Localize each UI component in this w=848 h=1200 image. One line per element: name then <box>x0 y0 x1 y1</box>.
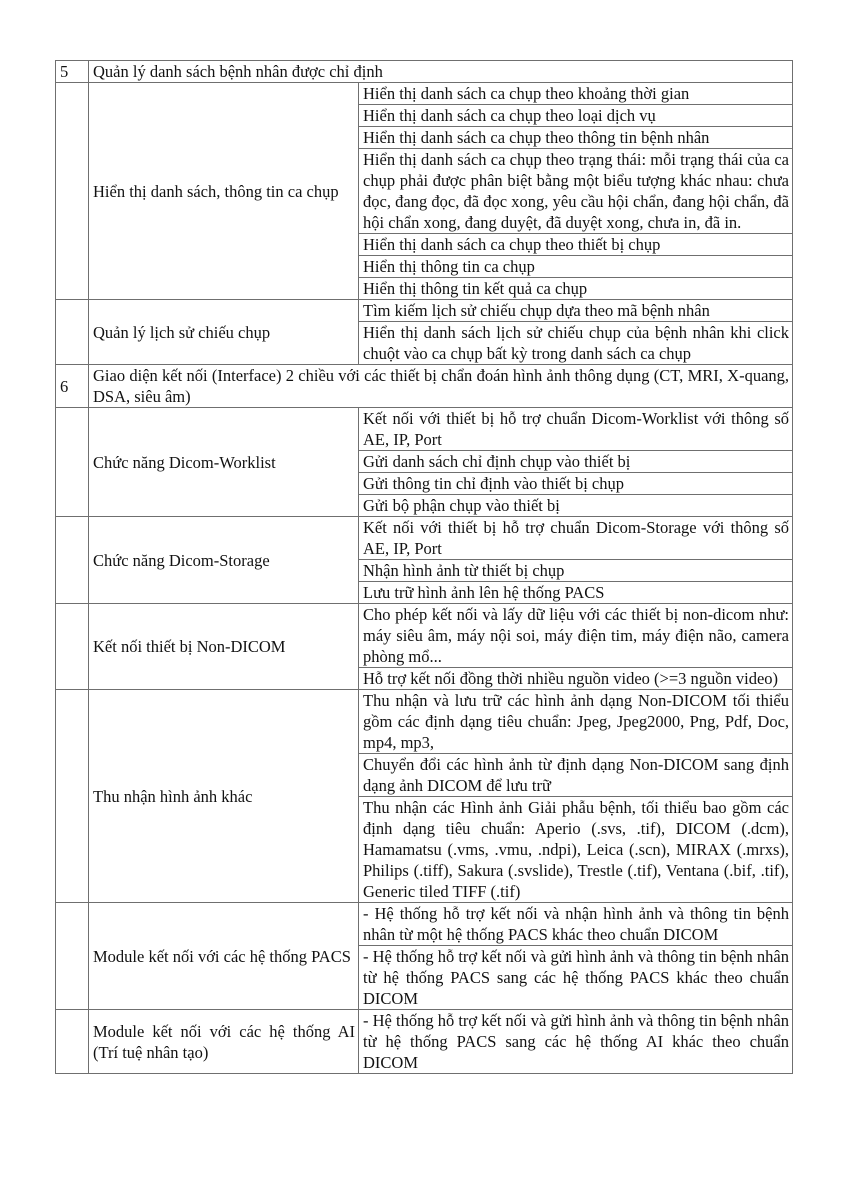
requirement-cell: Gửi danh sách chỉ định chụp vào thiết bị <box>359 451 793 473</box>
requirement-cell: - Hệ thống hỗ trợ kết nối và gửi hình ảnh và thông tin bệnh nhân từ hệ thống PACS sang các hệ thống AI khác theo chuẩn DICOM <box>359 1010 793 1074</box>
requirement-cell: Lưu trữ hình ảnh lên hệ thống PACS <box>359 582 793 604</box>
requirement-row <box>56 83 793 105</box>
requirement-cell: Hiển thị thông tin ca chụp <box>359 256 793 278</box>
category-cell: Thu nhận hình ảnh khác <box>89 690 359 903</box>
category-cell: Chức năng Dicom-Storage <box>89 517 359 604</box>
requirement-cell: - Hệ thống hỗ trợ kết nối và gửi hình ảnh và thông tin bệnh nhân từ hệ thống PACS sang các hệ thống PACS khác theo chuẩn DICOM <box>359 946 793 1010</box>
requirement-row <box>56 690 793 754</box>
row-number-cell <box>56 83 89 300</box>
section-row <box>56 365 793 408</box>
requirement-cell: Tìm kiếm lịch sử chiếu chụp dựa theo mã bệnh nhân <box>359 300 793 322</box>
requirement-cell: Kết nối với thiết bị hỗ trợ chuẩn Dicom-Worklist với thông số AE, IP, Port <box>359 408 793 451</box>
requirements-table-body <box>56 61 793 1074</box>
requirement-cell: Gửi bộ phận chụp vào thiết bị <box>359 495 793 517</box>
requirement-cell: Hiển thị danh sách ca chụp theo trạng thái: mỗi trạng thái của ca chụp phải được phân biệt bằng một biểu tượng khác nhau: chưa đọc, đang đọc, đã đọc xong, yêu cầu hội chẩn, đang hội chẩn, đã hội chẩn xong, đang duyệt, đã duyệt xong, chưa in, đã in. <box>359 149 793 234</box>
category-cell: Quản lý lịch sử chiếu chụp <box>89 300 359 365</box>
requirement-cell: Hiển thị danh sách lịch sử chiếu chụp của bệnh nhân khi click chuột vào ca chụp bất kỳ trong danh sách ca chụp <box>359 322 793 365</box>
requirement-cell: Hiển thị danh sách ca chụp theo khoảng thời gian <box>359 83 793 105</box>
requirements-table <box>55 60 793 1074</box>
requirement-cell: Thu nhận và lưu trữ các hình ảnh dạng Non-DICOM tối thiểu gồm các định dạng tiêu chuẩn: Jpeg, Jpeg2000, Png, Pdf, Doc, mp4, mp3, <box>359 690 793 754</box>
category-cell: Chức năng Dicom-Worklist <box>89 408 359 517</box>
requirement-cell: Thu nhận các Hình ảnh Giải phẫu bệnh, tối thiểu bao gồm các định dạng tiêu chuẩn: Aperio (.svs, .tif), DICOM (.dcm), Hamamatsu (.vms, .vmu, .ndpi), Leica (.scn), MIRAX (.mrxs), Philips (.tiff), Sakura (.svslide), Trestle (.tif), Ventana (.bif, .tif), Generic tiled TIFF (.tif) <box>359 797 793 903</box>
requirement-cell: Hiển thị danh sách ca chụp theo thiết bị chụp <box>359 234 793 256</box>
row-number-cell <box>56 300 89 365</box>
requirement-cell: Hỗ trợ kết nối đồng thời nhiều nguồn video (>=3 nguồn video) <box>359 668 793 690</box>
category-cell: Kết nối thiết bị Non-DICOM <box>89 604 359 690</box>
requirement-cell: Gửi thông tin chỉ định vào thiết bị chụp <box>359 473 793 495</box>
row-number-cell: 5 <box>56 61 89 83</box>
requirement-row <box>56 903 793 946</box>
section-title-cell: Quản lý danh sách bệnh nhân được chỉ định <box>89 61 793 83</box>
requirement-row <box>56 300 793 322</box>
requirement-row <box>56 1010 793 1074</box>
requirement-cell: - Hệ thống hỗ trợ kết nối và nhận hình ảnh và thông tin bệnh nhân từ một hệ thống PACS khác theo chuẩn DICOM <box>359 903 793 946</box>
requirement-cell: Kết nối với thiết bị hỗ trợ chuẩn Dicom-Storage với thông số AE, IP, Port <box>359 517 793 560</box>
row-number-cell <box>56 1010 89 1074</box>
section-row <box>56 61 793 83</box>
row-number-cell <box>56 903 89 1010</box>
requirement-cell: Nhận hình ảnh từ thiết bị chụp <box>359 560 793 582</box>
row-number-cell <box>56 408 89 517</box>
requirement-row <box>56 408 793 451</box>
requirement-cell: Hiển thị thông tin kết quả ca chụp <box>359 278 793 300</box>
requirement-row <box>56 604 793 668</box>
row-number-cell <box>56 604 89 690</box>
row-number-cell <box>56 517 89 604</box>
requirement-cell: Chuyển đổi các hình ảnh từ định dạng Non-DICOM sang định dạng ảnh DICOM để lưu trữ <box>359 754 793 797</box>
requirement-cell: Hiển thị danh sách ca chụp theo thông tin bệnh nhân <box>359 127 793 149</box>
requirement-cell: Hiển thị danh sách ca chụp theo loại dịch vụ <box>359 105 793 127</box>
category-cell: Module kết nối với các hệ thống AI (Trí tuệ nhân tạo) <box>89 1010 359 1074</box>
requirement-cell: Cho phép kết nối và lấy dữ liệu với các thiết bị non-dicom như: máy siêu âm, máy nội soi, máy điện tim, máy điện não, camera phòng mổ... <box>359 604 793 668</box>
category-cell: Hiển thị danh sách, thông tin ca chụp <box>89 83 359 300</box>
row-number-cell: 6 <box>56 365 89 408</box>
section-title-cell: Giao diện kết nối (Interface) 2 chiều với các thiết bị chẩn đoán hình ảnh thông dụng (CT, MRI, X-quang, DSA, siêu âm) <box>89 365 793 408</box>
category-cell: Module kết nối với các hệ thống PACS <box>89 903 359 1010</box>
requirement-row <box>56 517 793 560</box>
row-number-cell <box>56 690 89 903</box>
